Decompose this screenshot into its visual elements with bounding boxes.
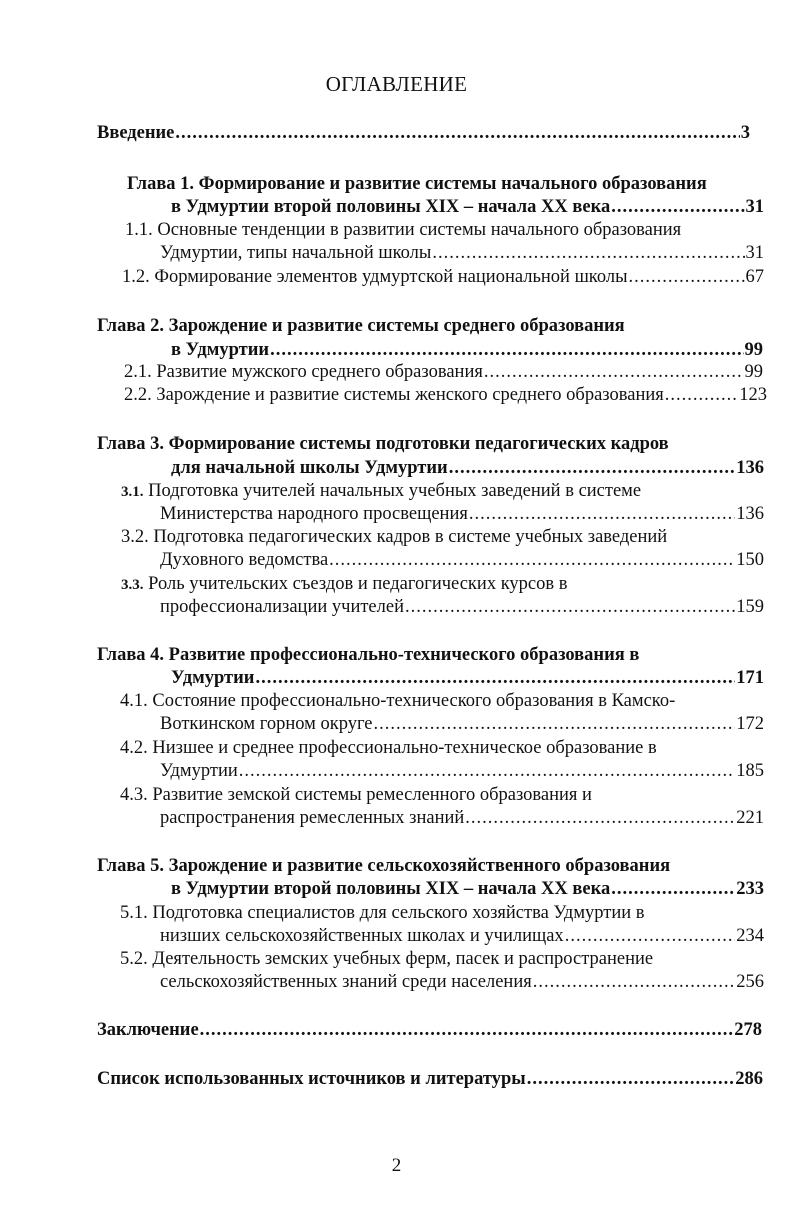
chapter-3-title-line2: для начальной школы Удмуртии xyxy=(171,458,448,478)
entry-page: 67 xyxy=(745,267,764,287)
section-title-line2: Министерства народного просвещения xyxy=(160,504,468,524)
toc-entry-intro xyxy=(97,122,750,144)
toc-entry-section-5-2 xyxy=(160,971,764,993)
dot-leader xyxy=(449,457,736,479)
toc-entry-section-3-1 xyxy=(160,503,764,525)
chapter-4-title-line1: Глава 4. Развитие профессионально-технического образования в xyxy=(97,645,640,665)
section-number: 4.3. xyxy=(120,785,148,805)
section-title-line2: сельскохозяйственных знаний среди населения xyxy=(160,972,532,992)
section-title: Состояние профессионально-технического образования в Камско- xyxy=(152,691,676,711)
entry-page: 171 xyxy=(736,668,764,688)
dot-leader xyxy=(270,339,743,361)
dot-leader xyxy=(405,596,735,618)
section-3-2-line1 xyxy=(121,526,667,548)
section-number: 2.1. xyxy=(124,362,152,382)
entry-page: 286 xyxy=(735,1069,763,1089)
toc-entry-sources xyxy=(97,1068,763,1090)
section-4-1-line1 xyxy=(120,690,675,712)
dot-leader xyxy=(533,971,736,993)
toc-title: ОГЛАВЛЕНИЕ xyxy=(325,72,468,96)
entry-page: 99 xyxy=(744,362,763,382)
section-number: 3.3. xyxy=(121,577,144,593)
section-title-line2: распространения ремесленных знаний xyxy=(160,808,465,828)
dot-leader xyxy=(469,503,735,525)
toc-entry-section-3-3 xyxy=(160,596,764,618)
toc-entry-chapter-5 xyxy=(171,878,764,900)
toc-entry-section-4-3 xyxy=(160,807,764,829)
entry-label: Заключение xyxy=(97,1020,199,1040)
toc-entry-conclusion xyxy=(97,1019,762,1041)
section-4-2-line1 xyxy=(120,737,657,759)
dot-leader xyxy=(611,878,735,900)
section-number: 3.1. xyxy=(121,484,144,500)
section-title: Развитие мужского среднего образования xyxy=(156,362,483,382)
chapter-4-title-line2: Удмуртии xyxy=(171,668,255,688)
section-number: 4.2. xyxy=(120,738,148,758)
dot-leader xyxy=(255,667,735,689)
chapter-3-title-line1: Глава 3. Формирование системы подготовки педагогических кадров xyxy=(97,434,669,454)
section-title-line2: Удмуртии xyxy=(160,761,238,781)
section-title: Развитие земской системы ремесленного образования и xyxy=(152,785,592,805)
section-title: Низшее и среднее профессионально-техническое образование в xyxy=(152,738,657,758)
section-title-line2: профессионализации учителей xyxy=(160,597,404,617)
toc-entry-section-3-2 xyxy=(160,549,764,571)
dot-leader xyxy=(329,549,735,571)
section-4-3-line1 xyxy=(120,784,592,806)
section-5-1-line1 xyxy=(120,902,645,924)
dot-leader xyxy=(200,1019,734,1041)
dot-leader xyxy=(527,1068,735,1090)
toc-entry-section-1-1 xyxy=(160,242,764,264)
toc-entry-chapter-3 xyxy=(171,457,764,479)
entry-label: Введение xyxy=(97,123,175,143)
entry-page: 221 xyxy=(736,808,764,828)
dot-leader xyxy=(432,242,744,264)
section-number: 4.1. xyxy=(120,691,148,711)
dot-leader xyxy=(665,384,738,406)
entry-page: 136 xyxy=(736,504,764,524)
entry-page: 99 xyxy=(744,340,763,360)
section-number: 1.2. xyxy=(122,267,150,287)
section-1-1-line1 xyxy=(125,219,681,241)
dot-leader xyxy=(239,760,735,782)
section-title-line2: Духовного ведомства xyxy=(160,550,329,570)
toc-entry-section-4-1 xyxy=(160,713,764,735)
entry-page: 185 xyxy=(736,761,764,781)
toc-entry-chapter-4 xyxy=(171,667,764,689)
entry-page: 159 xyxy=(736,597,764,617)
section-title: Подготовка педагогических кадров в системе учебных заведений xyxy=(153,527,668,547)
chapter-5-heading xyxy=(97,855,670,877)
entry-page: 256 xyxy=(736,972,764,992)
entry-page: 233 xyxy=(736,879,764,899)
toc-entry-chapter-2 xyxy=(171,339,763,361)
chapter-4-heading xyxy=(97,644,639,666)
chapter-5-title-line1: Глава 5. Зарождение и развитие сельскохозяйственного образования xyxy=(97,856,671,876)
entry-page: 136 xyxy=(736,458,764,478)
section-title: Роль учительских съездов и педагогических курсов в xyxy=(148,574,568,594)
section-number: 1.1. xyxy=(125,220,153,240)
dot-leader xyxy=(175,122,739,144)
chapter-2-heading xyxy=(97,315,625,337)
chapter-3-heading xyxy=(97,433,669,455)
entry-page: 31 xyxy=(745,243,764,263)
toc-entry-section-2-2 xyxy=(124,384,767,406)
chapter-5-title-line2: в Удмуртии второй половины XIX – начала XX века xyxy=(171,879,611,899)
dot-leader xyxy=(484,361,744,383)
section-3-3-line1 xyxy=(121,573,567,596)
entry-page: 234 xyxy=(736,926,764,946)
section-title: Основные тенденции в развитии системы начального образования xyxy=(157,220,682,240)
dot-leader xyxy=(465,807,735,829)
entry-page: 278 xyxy=(734,1020,762,1040)
section-title: Подготовка специалистов для сельского хозяйства Удмуртии в xyxy=(152,903,645,923)
section-number: 5.1. xyxy=(120,903,148,923)
chapter-1-title-line2: в Удмуртии второй половины XIX – начала XX века xyxy=(171,197,611,217)
entry-page: 150 xyxy=(736,550,764,570)
toc-entry-section-2-1 xyxy=(124,361,763,383)
section-title-line2: низших сельскохозяйственных школах и училищах xyxy=(160,926,564,946)
chapter-2-title-line2: в Удмуртии xyxy=(171,340,270,360)
page-number: 2 xyxy=(391,1155,402,1176)
section-title-line2: Удмуртии, типы начальной школы xyxy=(160,243,432,263)
section-5-2-line1 xyxy=(120,948,653,970)
entry-page: 123 xyxy=(739,385,767,405)
chapter-1-heading xyxy=(127,173,707,195)
toc-entry-section-1-2 xyxy=(122,266,764,288)
section-title: Зарождение и развитие системы женского среднего образования xyxy=(156,385,664,405)
section-title: Подготовка учителей начальных учебных заведений в системе xyxy=(148,481,642,501)
toc-entry-section-5-1 xyxy=(160,925,764,947)
chapter-2-title-line1: Глава 2. Зарождение и развитие системы среднего образования xyxy=(97,316,625,336)
section-title-line2: Воткинском горном округе xyxy=(160,714,373,734)
dot-leader xyxy=(565,925,736,947)
section-number: 3.2. xyxy=(121,527,149,547)
section-number: 2.2. xyxy=(124,385,152,405)
entry-page: 3 xyxy=(740,123,750,143)
toc-entry-section-4-2 xyxy=(160,760,764,782)
section-title: Деятельность земских учебных ферм, пасек и распространение xyxy=(152,949,654,969)
entry-page: 172 xyxy=(736,714,764,734)
dot-leader xyxy=(611,196,744,218)
chapter-1-title-line1: Глава 1. Формирование и развитие системы начального образования xyxy=(127,174,707,194)
entry-page: 31 xyxy=(745,197,764,217)
section-3-1-line1 xyxy=(121,480,641,503)
dot-leader xyxy=(629,266,745,288)
entry-label: Список использованных источников и литературы xyxy=(97,1069,526,1089)
section-title: Формирование элементов удмуртской национальной школы xyxy=(154,267,628,287)
dot-leader xyxy=(374,713,736,735)
section-number: 5.2. xyxy=(120,949,148,969)
toc-entry-chapter-1 xyxy=(171,196,764,218)
